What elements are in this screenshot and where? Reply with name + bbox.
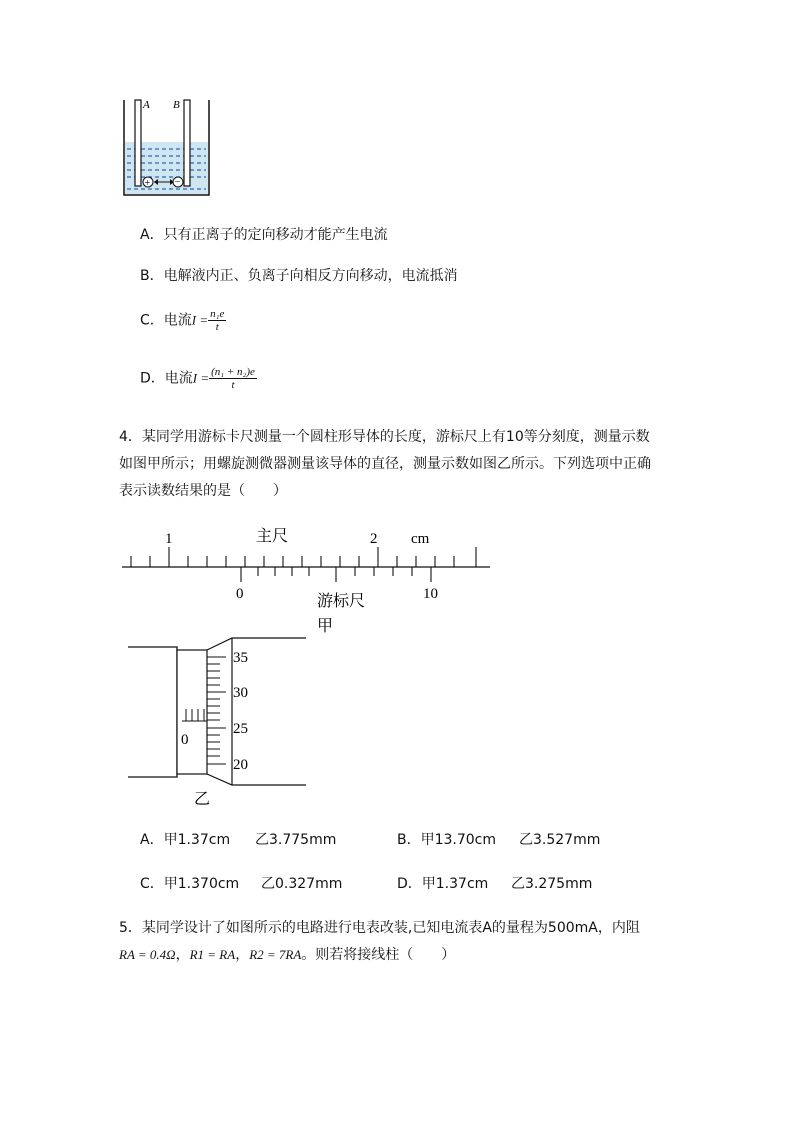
figure-jia-caption: 甲 [317, 618, 334, 635]
q4-option-d [397, 874, 593, 894]
q3-option-c [140, 308, 226, 333]
q4-option-b-jia: B．甲13.70cm [397, 832, 497, 848]
main-scale-ticks [131, 547, 476, 567]
q4-line-2: 如图甲所示；用螺旋测微器测量该导体的直径，测量示数如图乙所示。下列选项中正确 [119, 456, 651, 472]
electrode-b [184, 100, 190, 186]
negative-ion-sign: − [174, 177, 181, 188]
q3-option-c-label: C．电流 [140, 312, 192, 329]
q4-line-1: 4．某同学用游标卡尺测量一个圆柱形导体的长度，游标尺上有10等分刻度，测量示数 [119, 429, 650, 445]
q3-option-d [140, 366, 257, 391]
q4-option-c-jia: C．甲1.370cm [140, 876, 240, 892]
q4-option-b [397, 830, 601, 850]
thimble-label-35: 35 [233, 650, 248, 666]
positive-ion-sign: + [144, 178, 151, 189]
vernier-caliper-figure [110, 520, 510, 640]
q4-option-a-yi: 乙3.775mm [255, 832, 337, 848]
electrode-a [135, 100, 141, 186]
q4-option-d-jia: D．甲1.37cm [397, 876, 489, 892]
vernier-ticks [241, 567, 431, 582]
q3-option-d-fraction [209, 366, 257, 391]
main-scale-unit: cm [411, 531, 430, 547]
q3-option-b: B．电解液内正、负离子向相反方向移动，电流抵消 [140, 268, 458, 284]
q5-line-2 [119, 945, 455, 965]
sleeve-label-0: 0 [181, 732, 189, 748]
q4-option-a [140, 830, 337, 850]
q4-option-c-yi: 乙0.327mm [261, 876, 343, 892]
q3-option-c-fraction [208, 308, 226, 333]
thimble-label-30: 30 [233, 685, 248, 701]
thimble-label-25: 25 [233, 721, 248, 737]
main-scale-label-1: 1 [165, 531, 173, 547]
q3-option-d-denominator: t [231, 379, 235, 391]
vernier-label-0: 0 [236, 586, 244, 602]
electrolysis-figure [118, 94, 214, 198]
label-a: A [143, 99, 150, 111]
q3-option-a: A．只有正离子的定向移动才能产生电流 [140, 227, 388, 243]
q5-tail: 。则若将接线柱（ ） [301, 947, 456, 963]
q3-option-c-lhs: I = [191, 312, 209, 328]
q5-sep-1: ， [175, 947, 190, 963]
q4-option-d-yi: 乙3.275mm [511, 876, 593, 892]
q5-sep-2: ， [235, 947, 250, 963]
q5-r1-equation: R1 = RA [189, 947, 236, 962]
vernier-scale-title: 游标尺 [317, 593, 366, 610]
q3-option-c-numerator: n₁e [210, 308, 225, 320]
main-scale-label-2: 2 [370, 531, 378, 547]
q4-line-3: 表示读数结果的是（ ） [119, 483, 287, 499]
thimble-ticks [207, 657, 226, 764]
q5-ra-equation: RA = 0.4Ω [119, 947, 176, 962]
q3-option-d-label: D．电流 [140, 370, 193, 387]
q5-r2-equation: R2 = 7RA [249, 947, 302, 962]
micrometer-thimble [207, 638, 306, 785]
q3-option-d-lhs: I = [192, 370, 210, 386]
q4-option-b-yi: 乙3.527mm [519, 832, 601, 848]
main-scale-title: 主尺 [256, 528, 289, 545]
label-b: B [173, 99, 180, 111]
q3-option-c-denominator: t [215, 321, 219, 333]
q4-option-a-jia: A．甲1.37cm [140, 832, 231, 848]
thimble-label-20: 20 [233, 757, 248, 773]
q4-option-c [140, 874, 343, 894]
vernier-label-10: 10 [423, 586, 438, 602]
figure-yi-caption: 乙 [194, 791, 211, 808]
q3-option-d-numerator: (n₁ + n₂)e [211, 366, 255, 378]
micrometer-figure [120, 630, 320, 812]
q5-line-1: 5．某同学设计了如图所示的电路进行电表改装,已知电流表A的量程为500mA，内阻 [119, 920, 640, 936]
